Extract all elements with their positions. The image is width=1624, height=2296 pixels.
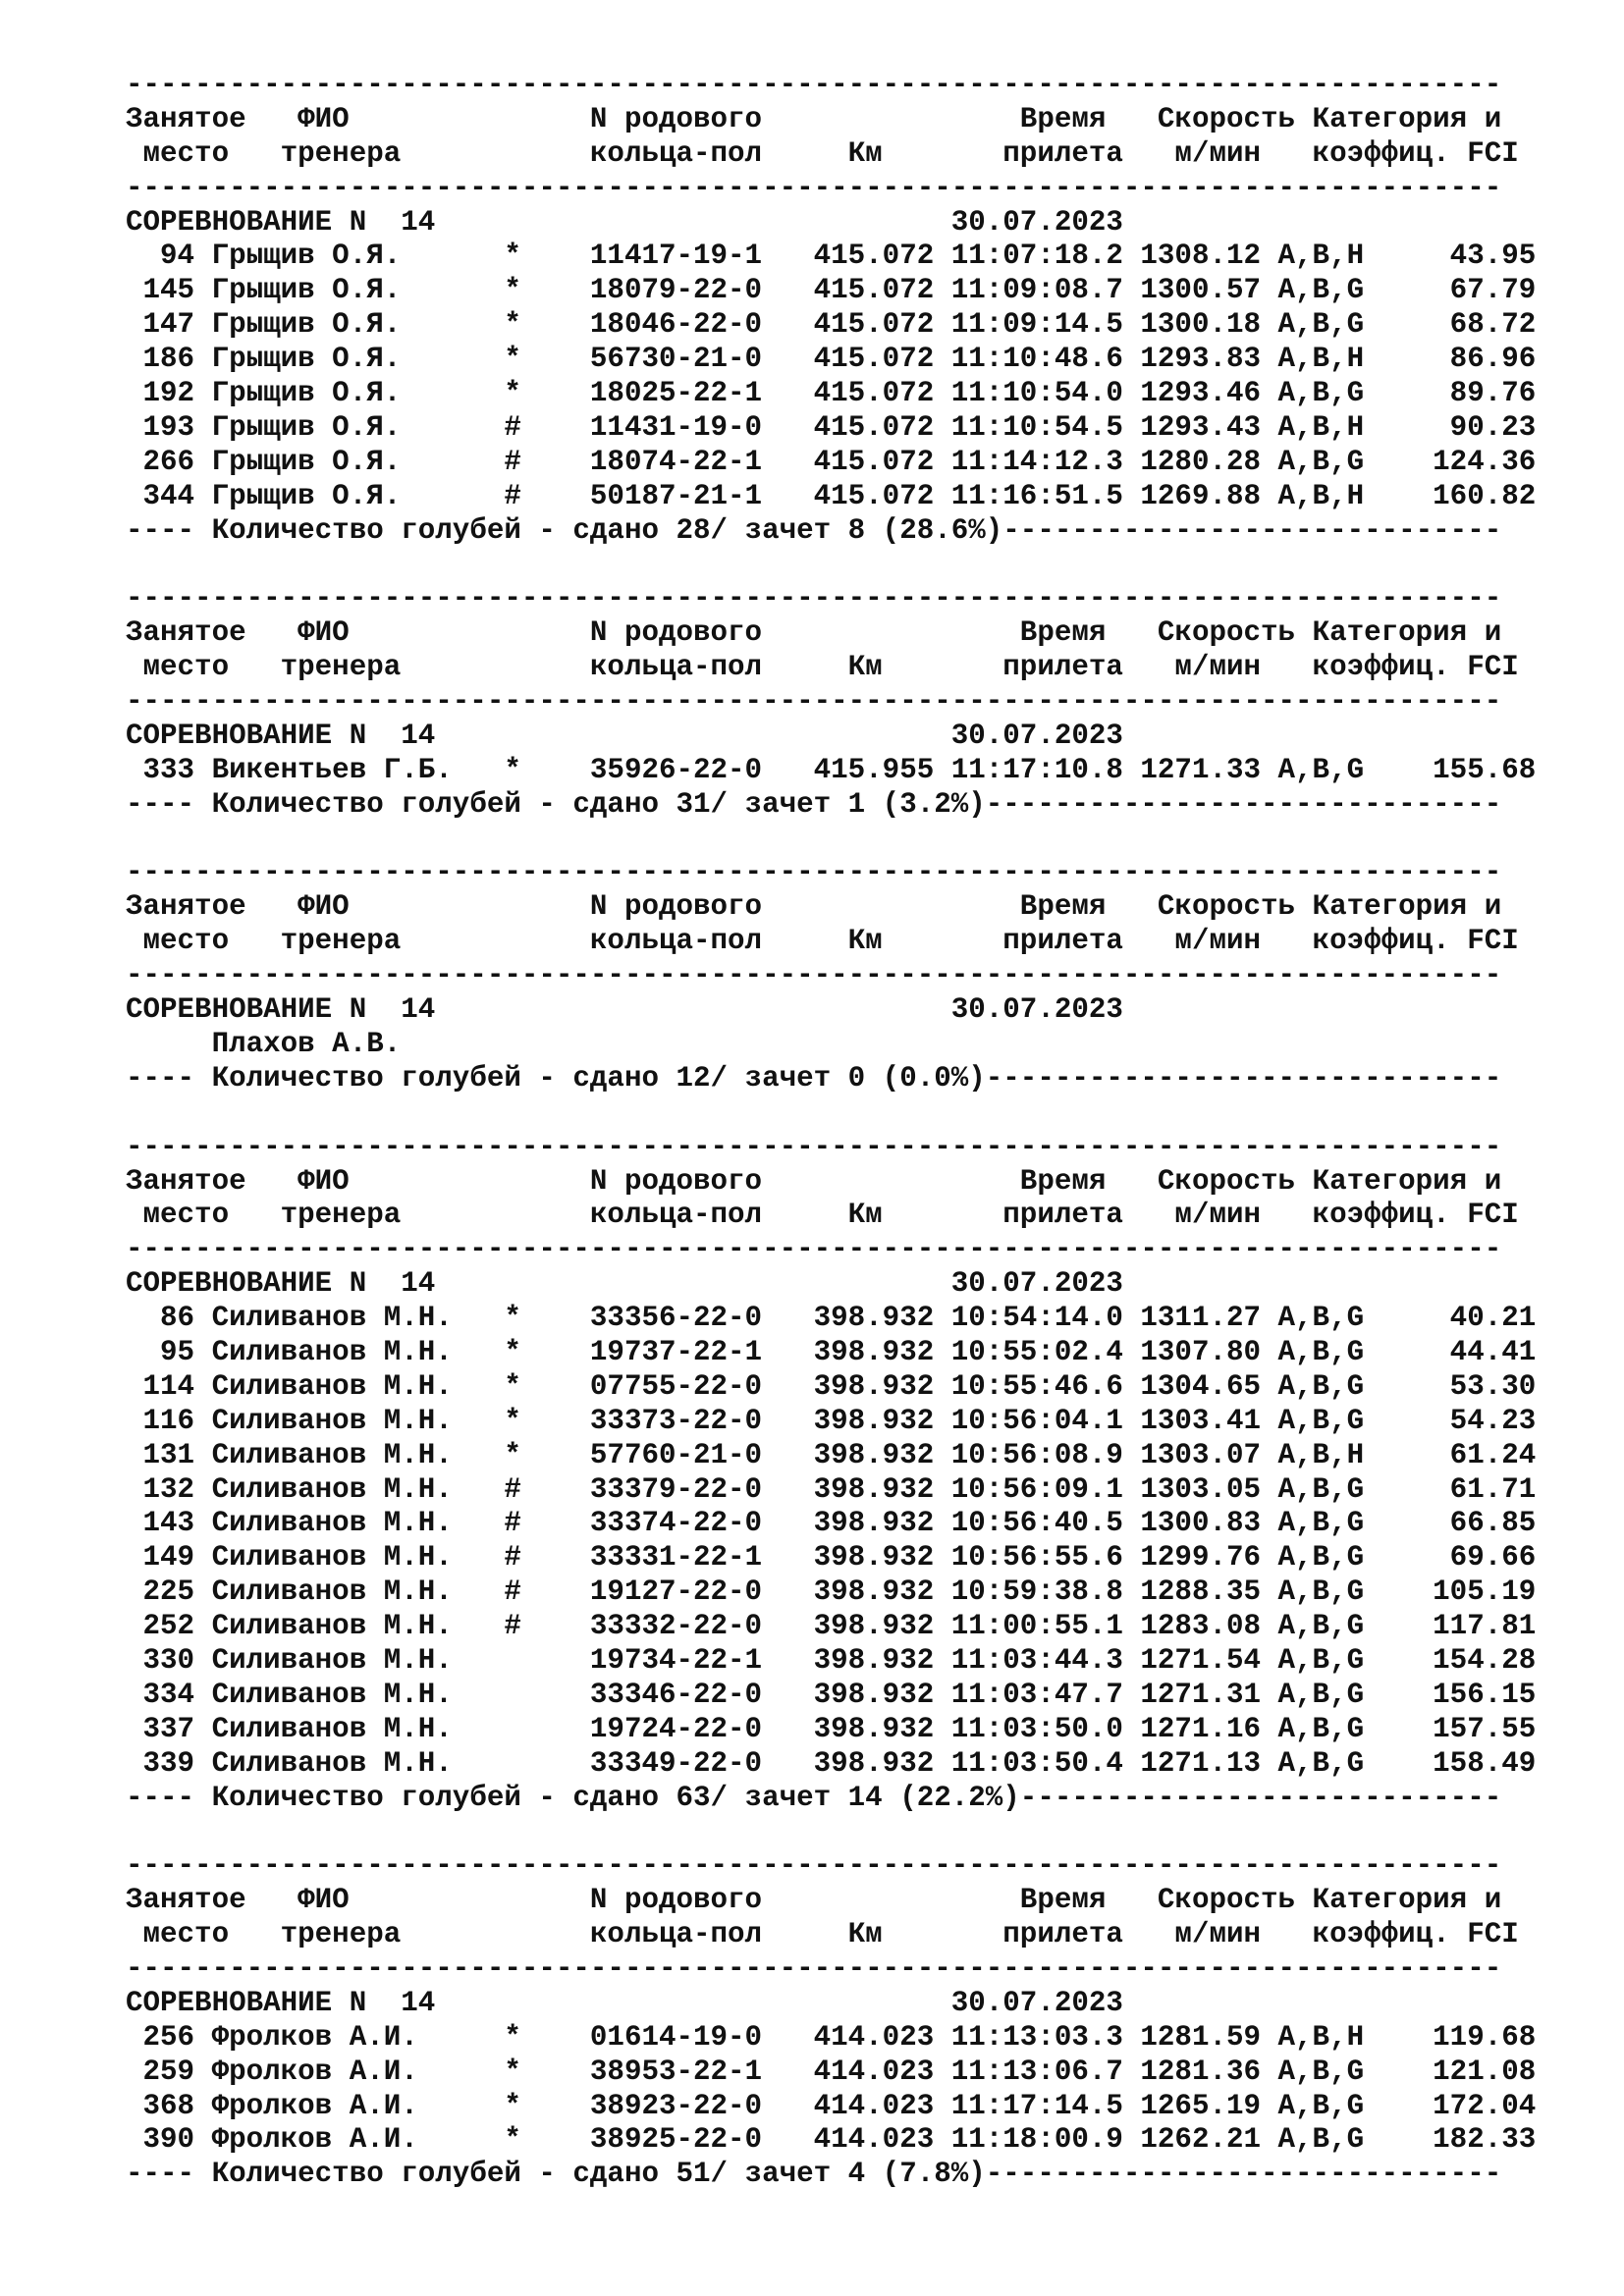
block-spacer — [126, 1815, 1608, 1849]
result-row: 368 Фролков А.И. * 38923-22-0 414.023 11:17:14.5 1265.19 A,B,G 172.04 — [126, 2089, 1537, 2122]
separator-line: -------------------------------------------------------------------------------- — [126, 685, 1502, 719]
result-row: 334 Силиванов М.Н. 33346-22-0 398.932 11:03:47.7 1271.31 A,B,G 156.15 — [126, 1678, 1537, 1711]
summary-line: ---- Количество голубей - сдано 31/ зачет 1 (3.2%)------------------------------ — [126, 787, 1502, 821]
loft-results-block — [126, 1131, 1608, 1816]
result-row: 225 Силиванов М.Н. # 19127-22-0 398.932 10:59:38.8 1288.35 A,B,G 105.19 — [126, 1575, 1537, 1609]
block-spacer — [126, 548, 1608, 582]
summary-line: ---- Количество голубей - сдано 51/ зачет 4 (7.8%)------------------------------ — [126, 2158, 1502, 2191]
result-row: 259 Фролков А.И. * 38953-22-1 414.023 11:13:06.7 1281.36 A,B,G 121.08 — [126, 2055, 1537, 2088]
result-row: 266 Грыщив О.Я. # 18074-22-1 415.072 11:14:12.3 1280.28 A,B,G 124.36 — [126, 445, 1537, 478]
result-row: 131 Силиванов М.Н. * 57760-21-0 398.932 10:56:08.9 1303.07 A,B,H 61.24 — [126, 1438, 1537, 1471]
summary-line: ---- Количество голубей - сдано 63/ зачет 14 (22.2%)---------------------------- — [126, 1781, 1502, 1814]
result-row: 344 Грыщив О.Я. # 50187-21-1 415.072 11:16:51.5 1269.88 A,B,H 160.82 — [126, 479, 1537, 512]
loft-results-block — [126, 69, 1608, 548]
result-row: 147 Грыщив О.Я. * 18046-22-0 415.072 11:09:14.5 1300.18 A,B,G 68.72 — [126, 308, 1537, 342]
competition-heading: СОРЕВНОВАНИЕ N 14 30.07.2023 — [126, 1267, 1123, 1301]
column-header-bottom: место тренера кольца-пол Км прилета м/мин коэффиц. FCI — [126, 1199, 1519, 1232]
loft-results-block — [126, 856, 1608, 1095]
separator-line: -------------------------------------------------------------------------------- — [126, 959, 1502, 992]
result-row: 256 Фролков А.И. * 01614-19-0 414.023 11:13:03.3 1281.59 A,B,H 119.68 — [126, 2020, 1537, 2054]
competition-heading: СОРЕВНОВАНИЕ N 14 30.07.2023 — [126, 1986, 1123, 2019]
separator-line: -------------------------------------------------------------------------------- — [126, 582, 1502, 615]
result-row: 390 Фролков А.И. * 38925-22-0 414.023 11:18:00.9 1262.21 A,B,G 182.33 — [126, 2123, 1537, 2157]
block-spacer — [126, 823, 1608, 857]
column-header-top: Занятое ФИО N родового Время Скорость Категория и — [126, 890, 1502, 924]
result-row: 116 Силиванов М.Н. * 33373-22-0 398.932 10:56:04.1 1303.41 A,B,G 54.23 — [126, 1404, 1537, 1437]
competition-heading: СОРЕВНОВАНИЕ N 14 30.07.2023 — [126, 993, 1123, 1027]
column-header-bottom: место тренера кольца-пол Км прилета м/мин коэффиц. FCI — [126, 925, 1519, 958]
result-row: 186 Грыщив О.Я. * 56730-21-0 415.072 11:10:48.6 1293.83 A,B,H 86.96 — [126, 343, 1537, 376]
result-row: 114 Силиванов М.Н. * 07755-22-0 398.932 10:55:46.6 1304.65 A,B,G 53.30 — [126, 1369, 1537, 1403]
column-header-top: Занятое ФИО N родового Время Скорость Категория и — [126, 1884, 1502, 1917]
loft-results-block — [126, 582, 1608, 822]
result-row: 132 Силиванов М.Н. # 33379-22-0 398.932 10:56:09.1 1303.05 A,B,G 61.71 — [126, 1472, 1537, 1506]
result-row: 192 Грыщив О.Я. * 18025-22-1 415.072 11:10:54.0 1293.46 A,B,G 89.76 — [126, 377, 1537, 410]
column-header-top: Занятое ФИО N родового Время Скорость Категория и — [126, 616, 1502, 650]
column-header-bottom: место тренера кольца-пол Км прилета м/мин коэффиц. FCI — [126, 136, 1519, 170]
separator-line: -------------------------------------------------------------------------------- — [126, 69, 1502, 101]
result-row: 95 Силиванов М.Н. * 19737-22-1 398.932 10:55:02.4 1307.80 A,B,G 44.41 — [126, 1335, 1537, 1368]
loft-results-block — [126, 1849, 1608, 2192]
result-row: 149 Силиванов М.Н. # 33331-22-1 398.932 10:56:55.6 1299.76 A,B,G 69.66 — [126, 1541, 1537, 1575]
race-results-report — [126, 69, 1608, 2192]
result-row: 330 Силиванов М.Н. 19734-22-1 398.932 11:03:44.3 1271.54 A,B,G 154.28 — [126, 1643, 1537, 1677]
separator-line: -------------------------------------------------------------------------------- — [126, 1951, 1502, 1985]
trainer-name-line: Плахов А.В. — [126, 1027, 402, 1060]
competition-heading: СОРЕВНОВАНИЕ N 14 30.07.2023 — [126, 719, 1123, 752]
separator-line: -------------------------------------------------------------------------------- — [126, 856, 1502, 889]
column-header-bottom: место тренера кольца-пол Км прилета м/мин коэффиц. FCI — [126, 651, 1519, 684]
separator-line: -------------------------------------------------------------------------------- — [126, 1233, 1502, 1266]
separator-line: -------------------------------------------------------------------------------- — [126, 171, 1502, 204]
summary-line: ---- Количество голубей - сдано 12/ зачет 0 (0.0%)------------------------------ — [126, 1061, 1502, 1095]
separator-line: -------------------------------------------------------------------------------- — [126, 1130, 1502, 1163]
result-row: 333 Викентьев Г.Б. * 35926-22-0 415.955 11:17:10.8 1271.33 A,B,G 155.68 — [126, 753, 1537, 786]
result-row: 193 Грыщив О.Я. # 11431-19-0 415.072 11:10:54.5 1293.43 A,B,H 90.23 — [126, 410, 1537, 444]
result-row: 94 Грыщив О.Я. * 11417-19-1 415.072 11:07:18.2 1308.12 A,B,H 43.95 — [126, 240, 1537, 273]
column-header-top: Занятое ФИО N родового Время Скорость Категория и — [126, 1164, 1502, 1198]
summary-line: ---- Количество голубей - сдано 28/ зачет 8 (28.6%)----------------------------- — [126, 513, 1502, 547]
result-row: 145 Грыщив О.Я. * 18079-22-0 415.072 11:09:08.7 1300.57 A,B,G 67.79 — [126, 274, 1537, 307]
result-row: 86 Силиванов М.Н. * 33356-22-0 398.932 10:54:14.0 1311.27 A,B,G 40.21 — [126, 1302, 1537, 1335]
result-row: 143 Силиванов М.Н. # 33374-22-0 398.932 10:56:40.5 1300.83 A,B,G 66.85 — [126, 1507, 1537, 1540]
competition-heading: СОРЕВНОВАНИЕ N 14 30.07.2023 — [126, 205, 1123, 239]
separator-line: -------------------------------------------------------------------------------- — [126, 1849, 1502, 1883]
result-row: 337 Силиванов М.Н. 19724-22-0 398.932 11:03:50.0 1271.16 A,B,G 157.55 — [126, 1712, 1537, 1745]
result-row: 252 Силиванов М.Н. # 33332-22-0 398.932 11:00:55.1 1283.08 A,B,G 117.81 — [126, 1610, 1537, 1643]
column-header-bottom: место тренера кольца-пол Км прилета м/мин коэффиц. FCI — [126, 1918, 1519, 1951]
column-header-top: Занятое ФИО N родового Время Скорость Категория и — [126, 102, 1502, 135]
result-row: 339 Силиванов М.Н. 33349-22-0 398.932 11:03:50.4 1271.13 A,B,G 158.49 — [126, 1746, 1537, 1780]
block-spacer — [126, 1096, 1608, 1131]
